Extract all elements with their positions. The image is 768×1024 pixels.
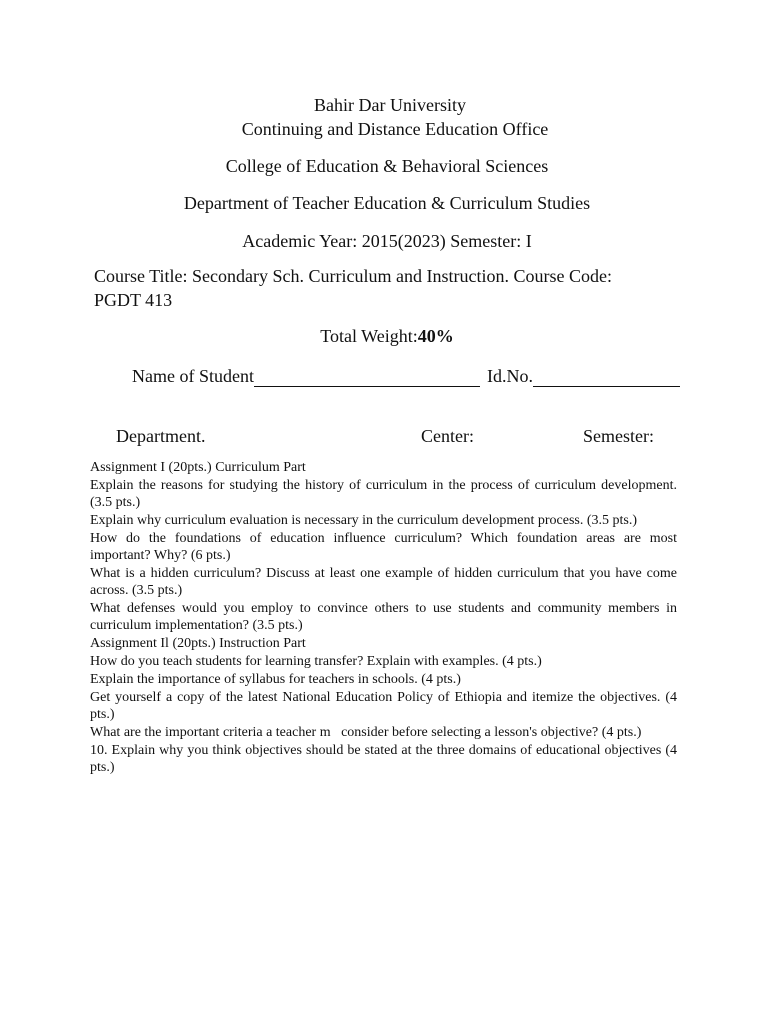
student-name-field[interactable]: [254, 366, 480, 387]
student-id-row: [487, 366, 680, 387]
academic-year: Academic Year: 2015(2023) Semester: I: [242, 231, 532, 251]
question-item: What is a hidden curriculum? Discuss at least one example of hidden curriculum that you have come across. (3.5 pts.): [90, 566, 677, 598]
question-item: Explain the reasons for studying the history of curriculum in the process of curriculum development. (3.5 pts.): [90, 478, 677, 510]
total-weight-value: 40%: [417, 326, 454, 346]
assignment-heading: Assignment Il (20pts.) Instruction Part: [90, 636, 306, 651]
question-item: What defenses would you employ to convince others to use students and community members in curriculum implementation? (3.5 pts.): [90, 601, 677, 633]
student-name-label: Name of Student: [132, 366, 254, 386]
question-item: 10. Explain why you think objectives should be stated at the three domains of educational objectives (4 pts.): [90, 743, 677, 775]
question-item: What are the important criteria a teacher m consider before selecting a lesson's objective? (4 pts.): [90, 725, 642, 740]
student-name-row: [132, 366, 480, 387]
total-weight-label: Total Weight:: [320, 326, 418, 346]
question-item: How do the foundations of education influence curriculum? Which foundation areas are most important? Why? (6 pts.): [90, 531, 677, 563]
assignment-heading: Assignment I (20pts.) Curriculum Part: [90, 460, 306, 475]
department-name: Department of Teacher Education & Curriculum Studies: [183, 193, 591, 213]
university-name: Bahir Dar University: [314, 95, 466, 115]
question-item: How do you teach students for learning transfer? Explain with examples. (4 pts.): [90, 654, 542, 669]
total-weight: [0, 326, 768, 347]
college-name: College of Education & Behavioral Sciences: [225, 156, 549, 176]
assignment-list: [90, 459, 677, 777]
department-label: Department.: [116, 426, 206, 446]
office-name: Continuing and Distance Education Office: [241, 119, 549, 139]
question-item: Explain why curriculum evaluation is necessary in the curriculum development process. (3.5 pts.): [90, 513, 638, 528]
course-title: Course Title: Secondary Sch. Curriculum and Instruction. Course Code: PGDT 413: [94, 266, 612, 310]
semester-label: Semester:: [583, 426, 654, 446]
question-item: Get yourself a copy of the latest National Education Policy of Ethiopia and itemize the objectives. (4 pts.): [90, 690, 677, 722]
student-id-field[interactable]: [533, 366, 680, 387]
student-id-label: Id.No.: [487, 366, 533, 386]
center-label: Center:: [421, 426, 474, 446]
question-item: Explain the importance of syllabus for teachers in schools. (4 pts.): [90, 672, 461, 687]
